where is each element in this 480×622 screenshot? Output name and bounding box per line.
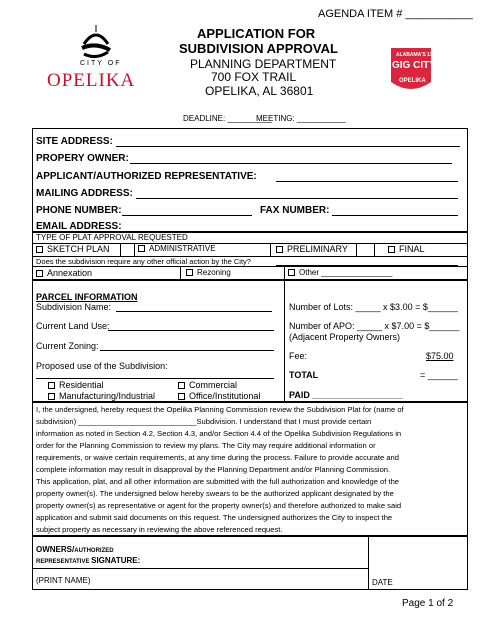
- current-zoning-field[interactable]: [100, 350, 274, 351]
- paid-field[interactable]: PAID __________________: [289, 390, 403, 400]
- dept-name: PLANNING DEPARTMENT: [190, 57, 337, 71]
- cert-line: subdivision) ____________________________Subdivision. I understand that I must provide certain: [36, 417, 372, 426]
- site-address-label: SITE ADDRESS:: [36, 136, 113, 147]
- fee-label: Fee:: [289, 351, 308, 361]
- preliminary-label: PRELIMINARY: [287, 244, 348, 254]
- logo-opelika: OPELIKA: [47, 70, 136, 91]
- title-line-1: APPLICATION FOR: [197, 26, 316, 41]
- cert-line: This application, plat, and all other information are submitted with the full authorization and knowledge of the: [36, 477, 400, 486]
- authorized-text: AUTHORIZED: [74, 548, 114, 554]
- manufacturing-option[interactable]: [48, 391, 155, 401]
- cert-line: property owner(s). The undersigned below hereby swears to be the authorized applicant designated by the: [36, 489, 394, 498]
- office-option[interactable]: [178, 391, 260, 401]
- checkbox-icon[interactable]: [178, 382, 185, 389]
- commercial-option[interactable]: [178, 380, 237, 390]
- representative-text: REPRESENTATIVE: [36, 559, 90, 565]
- rezoning-option[interactable]: [186, 268, 231, 277]
- office-label: Office/Institutional: [189, 391, 261, 401]
- sketch-plan-option[interactable]: [36, 244, 110, 254]
- fee-value: $75.00: [426, 351, 454, 361]
- property-owner-label: PROPERY OWNER:: [36, 153, 129, 164]
- administrative-option[interactable]: [138, 244, 216, 253]
- owners-label: [36, 545, 114, 554]
- fax-label: FAX NUMBER:: [260, 205, 330, 216]
- site-address-field[interactable]: [116, 146, 460, 147]
- cert-line: order for the Planning Commission to review my plans. The City may require additional information or: [36, 441, 376, 450]
- meeting-field[interactable]: MEETING: ___________: [256, 114, 346, 123]
- mailing-address-field[interactable]: [136, 198, 458, 199]
- annexation-label: Annexation: [47, 268, 93, 278]
- subdivision-name-field[interactable]: [116, 311, 272, 312]
- cert-line: subject property as necessary in reviewing the above referenced request.: [36, 525, 283, 534]
- checkbox-icon[interactable]: [276, 246, 283, 253]
- deadline-field[interactable]: DEADLINE: __________: [183, 114, 272, 123]
- residential-option[interactable]: [48, 380, 104, 390]
- mailing-address-label: MAILING ADDRESS:: [36, 188, 133, 199]
- rep-signature-label: [36, 556, 140, 565]
- phone-field[interactable]: [122, 215, 252, 216]
- phone-label: PHONE NUMBER:: [36, 205, 122, 216]
- checkbox-icon[interactable]: [138, 245, 145, 252]
- email-label: EMAIL ADDRESS:: [36, 221, 122, 232]
- cert-line: application and submit said documents on this request. The undersigned authorizes the City to inspect the: [36, 513, 393, 522]
- checkbox-icon[interactable]: [36, 270, 43, 277]
- subdivision-name-label: Subdivision Name:: [36, 302, 112, 312]
- fax-field[interactable]: [332, 215, 458, 216]
- plat-heading: TYPE OF PLAT APPROVAL REQUESTED: [36, 233, 188, 242]
- current-land-use-label: Current Land Use:: [36, 321, 110, 331]
- owners-text: OWNERS/: [36, 545, 75, 554]
- dept-address-1: 700 FOX TRAIL: [211, 70, 297, 84]
- agenda-item: AGENDA ITEM # ___________: [318, 8, 473, 20]
- applicant-rep-field[interactable]: [276, 181, 458, 182]
- parcel-heading: PARCEL INFORMATION: [36, 292, 138, 302]
- current-land-use-field[interactable]: [108, 330, 274, 331]
- rezoning-label: Rezoning: [197, 268, 231, 277]
- signature-field[interactable]: [32, 568, 368, 569]
- num-apo-field[interactable]: Number of APO: _____ x $7.00 = $______: [289, 321, 460, 331]
- print-name-label: (PRINT NAME): [36, 576, 91, 585]
- proposed-use-field[interactable]: [36, 378, 274, 379]
- apo-note: (Adjacent Property Owners): [289, 332, 401, 342]
- applicant-rep-label: APPLICANT/AUTHORIZED REPRESENTATIVE:: [36, 171, 257, 182]
- other-label: Other ________________: [299, 268, 393, 277]
- checkbox-icon[interactable]: [48, 393, 55, 400]
- manufacturing-label: Manufacturing/Industrial: [59, 391, 156, 401]
- checkbox-icon[interactable]: [388, 246, 395, 253]
- checkbox-icon[interactable]: [48, 382, 55, 389]
- property-owner-field[interactable]: [130, 163, 452, 164]
- final-label: FINAL: [399, 244, 425, 254]
- cert-line: requirements, or waive certain requirements, at any time during the process. Failure to provide accurate and: [36, 453, 399, 462]
- logo-city-of: CITY OF: [80, 60, 122, 67]
- badge-top-text: ALABAMA'S 1ST: [396, 52, 437, 58]
- cert-line: property owner(s) as representative or agent for the property owner(s) and therefore authorized to make said: [36, 501, 402, 510]
- badge-main-text: GIG CITY: [392, 60, 436, 71]
- page-number: Page 1 of 2: [402, 598, 454, 609]
- checkbox-icon[interactable]: [288, 269, 295, 276]
- num-lots-field[interactable]: Number of Lots: _____ x $3.00 = $______: [289, 302, 458, 312]
- checkbox-icon[interactable]: [178, 393, 185, 400]
- signature-colon: :: [137, 556, 141, 565]
- cert-line: complete information may result in disapproval by the Planning Department and/or Planning Commission.: [36, 465, 391, 474]
- current-zoning-label: Current Zoning:: [36, 341, 99, 351]
- cert-line: I, the undersigned, hereby request the Opelika Planning Commission review the Subdivision Plat for (name of: [36, 405, 404, 414]
- administrative-label: ADMINISTRATIVE: [149, 244, 216, 253]
- date-label: DATE: [372, 578, 393, 587]
- total-field[interactable]: = ______: [420, 370, 458, 380]
- checkbox-icon[interactable]: [36, 246, 43, 253]
- certification-text: [36, 404, 466, 536]
- proposed-use-label: Proposed use of the Subdivision:: [36, 361, 168, 371]
- other-option[interactable]: [288, 268, 392, 277]
- final-option[interactable]: [388, 244, 425, 254]
- cert-line: information as noted in Section 4.2, Section 4.3, and/or Section 4.4 of the Opelika Subdivision Regulations in: [36, 429, 402, 438]
- commercial-label: Commercial: [189, 380, 238, 390]
- sketch-plan-label: SKETCH PLAN: [47, 244, 110, 254]
- dept-address-2: OPELIKA, AL 36801: [205, 84, 314, 98]
- other-action-question: Does the subdivision require any other official action by the City?: [36, 257, 251, 266]
- checkbox-icon[interactable]: [186, 269, 193, 276]
- annexation-option[interactable]: [36, 268, 92, 278]
- preliminary-option[interactable]: [276, 244, 348, 254]
- signature-text: SIGNATURE: [91, 556, 138, 565]
- residential-label: Residential: [59, 380, 104, 390]
- total-label: TOTAL: [289, 370, 319, 380]
- badge-bottom-text: OPELIKA: [399, 78, 426, 84]
- title-line-2: SUBDIVISION APPROVAL: [179, 41, 338, 56]
